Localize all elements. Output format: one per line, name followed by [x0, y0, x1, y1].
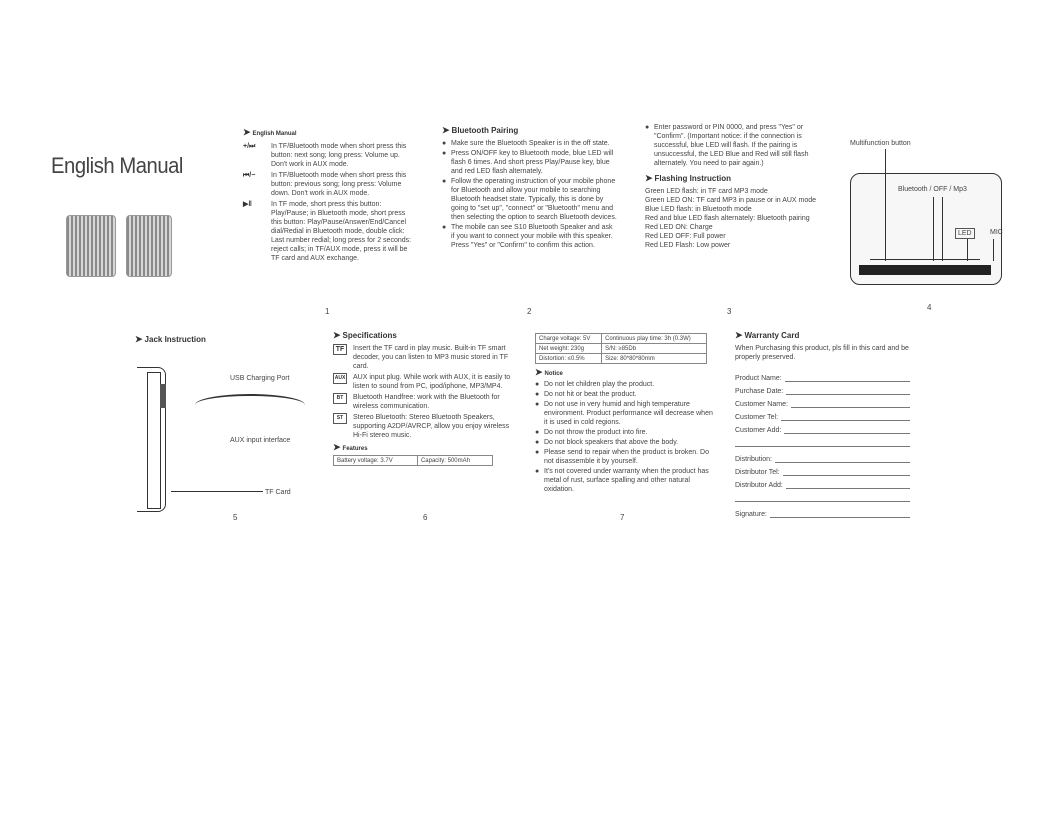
- jack-instruction-heading: ➤ Jack Instruction: [135, 334, 206, 344]
- stereo-icon: ST: [333, 413, 347, 424]
- spec-text: Stereo Bluetooth: Stereo Bluetooth Speakers, supporting A2DP/AVRCP, allow you enjoy wireless Hi-Fi stereo music.: [353, 414, 510, 439]
- table-cell: Distortion: ≤0.5%: [536, 354, 602, 364]
- jack-instruction-section: [135, 334, 335, 514]
- features-heading: ➤ Features: [333, 442, 368, 452]
- list-item: ● Follow the operating instruction of your mobile phone for Bluetooth and allow your mobile to searching Bluetooth headset state. Typically, this is done by going to "set up", "connect" or "Bluetooth" menu and then selecting the option to search Bluetooth devices.: [442, 177, 617, 222]
- list-item: [333, 393, 513, 411]
- table-cell: Net weight: 230g: [536, 344, 602, 354]
- control-next-text: In TF/Bluetooth mode when short press this button: next song; long press: Volume up. Don't work in AUX mode.: [271, 143, 407, 168]
- table-cell: Capacity: 500mAh: [417, 456, 492, 466]
- table-row: [536, 334, 707, 344]
- flashing-section: [645, 123, 820, 250]
- warranty-intro: When Purchasing this product, pls fill in this card and be properly preserved.: [735, 345, 909, 361]
- next-icon: +/⏭: [243, 143, 256, 150]
- field-extra-line[interactable]: [735, 439, 910, 447]
- aux-input-label: AUX input interface: [230, 437, 291, 444]
- specifications-section: [333, 330, 513, 466]
- device-diagram: [845, 135, 1025, 295]
- list-item: ● Press ON/OFF key to Bluetooth mode, blue LED will flash 6 times. And short press Play/Pause key, blue and red LED flash alternately.: [442, 149, 617, 176]
- distributor-fields: [735, 455, 910, 502]
- spec-text: Bluetooth Handfree: work with the Bluetooth for wireless communication.: [353, 394, 500, 410]
- table-row: [334, 456, 493, 466]
- field-label: Customer Add:: [735, 427, 782, 434]
- mic-label: MIC: [990, 229, 1003, 236]
- bluetooth-icon: BT: [333, 393, 347, 404]
- play-pause-icon: ▶‖: [243, 201, 252, 208]
- page-number-7: 7: [620, 513, 625, 522]
- table-cell: Size: 80*80*80mm: [602, 354, 707, 364]
- field-label: Signature:: [735, 511, 767, 518]
- field-label: Distributor Tel:: [735, 469, 780, 476]
- pointer-line-3: [933, 197, 934, 261]
- list-item: [333, 373, 513, 391]
- pointer-line-5: [993, 239, 994, 261]
- arrow-icon: ➤: [735, 330, 743, 340]
- arrow-icon: ➤: [243, 127, 251, 137]
- previous-icon: ⏮/−: [243, 172, 256, 179]
- control-play-text: In TF mode, short press this button: Play/Pause; in Bluetooth mode, short press this button: Play/Pause/Answer/End/Cancel dial/Redial in Bluetooth mode, double click: Last number redial; long press for 2 seconds: reject calls; in TF/AUX mode, press it will be TF card and AUX exchange.: [271, 201, 412, 262]
- bluetooth-off-mp3-label: Bluetooth / OFF / Mp3: [898, 186, 967, 193]
- warranty-fields: [735, 374, 910, 447]
- tf-pointer: [171, 491, 263, 492]
- table-cell: Charge voltage: 5V: [536, 334, 602, 344]
- notice-heading: ➤ Notice: [535, 367, 563, 377]
- specifications-list: [333, 344, 513, 440]
- page-number-3: 3: [727, 307, 732, 316]
- table-cell: Battery voltage: 3.7V: [334, 456, 418, 466]
- list-item: ● Make sure the Bluetooth Speaker is in the off state.: [442, 139, 617, 148]
- flashing-list: [645, 187, 820, 250]
- field-label: Purchase Date:: [735, 388, 784, 395]
- notice-section: [535, 333, 713, 495]
- field-distributor-add[interactable]: [735, 481, 910, 489]
- pointer-line-1: [885, 149, 886, 261]
- arrow-icon: ➤: [645, 173, 653, 183]
- table-cell: S/N: ≥85Db: [602, 344, 707, 354]
- list-item: Red LED Flash: Low power: [645, 242, 731, 249]
- control-prev-text: In TF/Bluetooth mode when short press this button: previous song; long press: Volume down. Don't work in AUX mode.: [271, 172, 407, 197]
- table-cell: Continuous play time: 3h (0.3W): [602, 334, 707, 344]
- control-prev: [243, 171, 415, 198]
- arrow-icon: ➤: [333, 330, 341, 340]
- led-label: LED: [955, 228, 975, 239]
- list-item: Red LED ON: Charge: [645, 224, 713, 231]
- tf-card-icon: TF: [333, 344, 347, 355]
- list-item: ● It's not covered under warranty when the product has metal of rust, surface spalling and other natural oxidation.: [535, 467, 713, 494]
- list-item: Red LED OFF: Full power: [645, 233, 726, 240]
- page-number-5: 5: [233, 513, 238, 522]
- jack-diagram-inner: [147, 372, 161, 509]
- list-item: ● Do not throw the product into fire.: [535, 428, 713, 437]
- table-row: [536, 344, 707, 354]
- field-extra-line-2[interactable]: [735, 494, 910, 502]
- field-product-name[interactable]: [735, 374, 910, 382]
- field-label: Customer Name:: [735, 401, 788, 408]
- speaker-photo-left: [66, 215, 116, 277]
- field-customer-tel[interactable]: [735, 413, 910, 421]
- spec-text: Insert the TF card in play music. Built-in TF smart decoder, you can listen to MP3 music stored in TF card.: [353, 345, 509, 370]
- list-item: ● The mobile can see S10 Bluetooth Speaker and ask if you want to connect your mobile with this speaker. Press "Yes" or "Confirm" to confirm this action.: [442, 223, 617, 250]
- arrow-icon: ➤: [535, 367, 543, 377]
- field-customer-add[interactable]: [735, 426, 910, 434]
- features-table: [333, 455, 493, 466]
- multifunction-label: Multifunction button: [850, 140, 911, 147]
- list-item: Green LED flash: in TF card MP3 mode: [645, 188, 768, 195]
- warranty-card-section: [735, 330, 910, 523]
- speaker-controls: [870, 259, 980, 266]
- field-distribution[interactable]: [735, 455, 910, 463]
- field-signature[interactable]: [735, 510, 910, 518]
- specs-table: [535, 333, 707, 364]
- controls-section: [243, 127, 415, 265]
- control-next: [243, 142, 415, 169]
- list-item: ● Do not use in very humid and high temperature environment. Product performance will decrease when it is used in cold regions.: [535, 400, 713, 427]
- bluetooth-pairing-list: [442, 139, 617, 250]
- field-label: Distributor Add:: [735, 482, 783, 489]
- field-purchase-date[interactable]: [735, 387, 910, 395]
- password-note: ● Enter password or PIN 0000, and press "Yes" or "Confirm". (Important notice: if the connection is successful, blue LED will flash. If the pairing is unsuccessful, the LED Blue and Red will still flash alternately. You need to pair again.): [645, 123, 820, 168]
- arrow-icon: ➤: [135, 334, 143, 344]
- field-label: Product Name:: [735, 375, 782, 382]
- pointer-line-2: [942, 197, 943, 261]
- list-item: ● Do not hit or beat the product.: [535, 390, 713, 399]
- list-item: ● Please send to repair when the product is broken. Do not disassemble it by yourself.: [535, 448, 713, 466]
- table-row: [536, 354, 707, 364]
- aux-icon: AUX: [333, 373, 347, 384]
- usb-port: [160, 384, 166, 408]
- cable: [195, 394, 305, 416]
- bluetooth-pairing-section: [442, 125, 617, 251]
- speaker-photo-right: [126, 215, 172, 277]
- list-item: [333, 344, 513, 371]
- list-item: ● Do not block speakers that above the body.: [535, 438, 713, 447]
- specifications-heading: ➤ Specifications: [333, 330, 397, 340]
- list-item: Green LED ON: TF card MP3 in pause or in AUX mode: [645, 197, 817, 204]
- control-play: [243, 200, 415, 263]
- list-item: Blue LED flash: in Bluetooth mode: [645, 206, 752, 213]
- tf-card-label: TF Card: [265, 489, 291, 496]
- spec-text: AUX input plug. While work with AUX, it is easily to listen to sound from PC, ipod/iphone, MP3/MP4.: [353, 374, 511, 390]
- field-label: Distribution:: [735, 456, 772, 463]
- controls-list: [243, 142, 415, 263]
- arrow-icon: ➤: [333, 442, 341, 452]
- speaker-base: [859, 265, 991, 275]
- arrow-icon: ➤: [442, 125, 450, 135]
- bluetooth-pairing-heading: ➤ Bluetooth Pairing: [442, 125, 519, 135]
- page-number-4: 4: [927, 303, 932, 312]
- list-item: [333, 413, 513, 440]
- flashing-heading: ➤ Flashing Instruction: [645, 173, 731, 183]
- english-manual-header: ➤ English Manual: [243, 127, 297, 137]
- page-number-1: 1: [325, 307, 330, 316]
- warranty-card-heading: ➤ Warranty Card: [735, 330, 800, 340]
- pointer-line-4: [967, 239, 968, 261]
- manual-title: English Manual: [51, 153, 183, 178]
- field-customer-name[interactable]: [735, 400, 910, 408]
- field-distributor-tel[interactable]: [735, 468, 910, 476]
- list-item: Red and blue LED flash alternately: Bluetooth pairing: [645, 215, 810, 222]
- field-label: Customer Tel:: [735, 414, 779, 421]
- page-number-6: 6: [423, 513, 428, 522]
- page-number-2: 2: [527, 307, 532, 316]
- notice-list: [535, 380, 713, 494]
- list-item: ● Do not let children play the product.: [535, 380, 713, 389]
- usb-charging-label: USB Charging Port: [230, 375, 290, 382]
